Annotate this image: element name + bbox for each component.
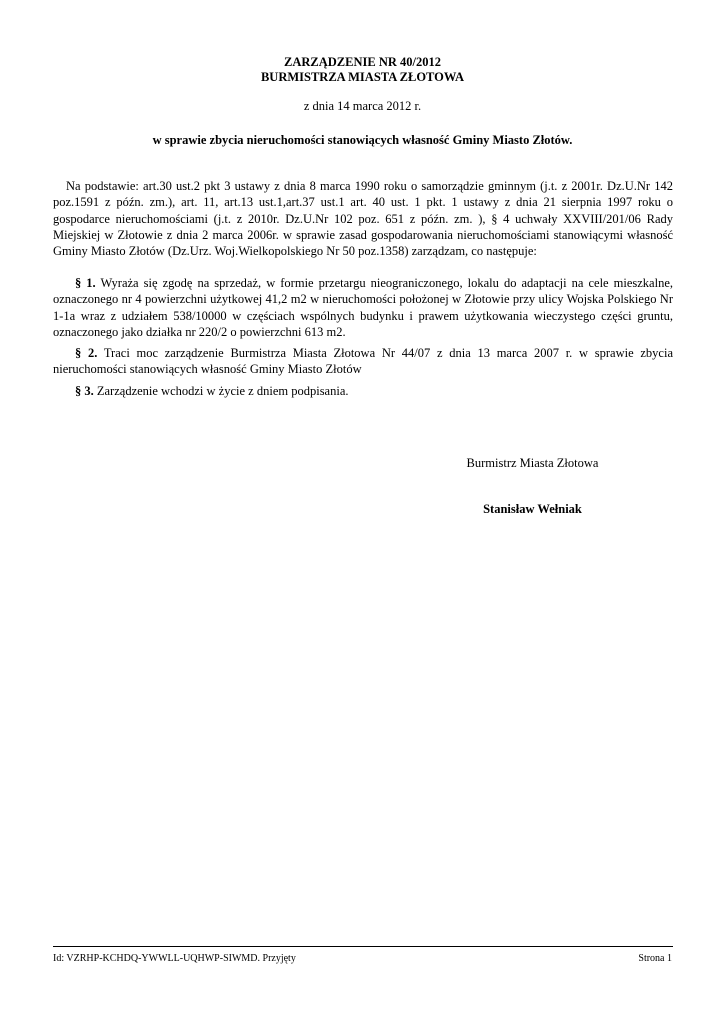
paragraph-3 (53, 383, 673, 399)
paragraph-2-number: § 2. (75, 346, 98, 360)
footer-divider (53, 946, 673, 947)
legal-basis (53, 178, 673, 259)
paragraph-2-text: Traci moc zarządzenie Burmistrza Miasta Złotowa Nr 44/07 z dnia 13 marca 2007 r. w sprawie zbycia nieruchomości stanowiących własność Gminy Miasto Złotów (53, 346, 673, 377)
legal-basis-text: Na podstawie: art.30 ust.2 pkt 3 ustawy z dnia 8 marca 1990 roku o samorządzie gminnym (j.t. z 2001r. Dz.U.Nr 142 poz.1591 z późn. zm.), art. 11, art.13 ust.1,art.37 ust.1 art. 40 ust. 1 pkt. 1 ustawy z dnia 21 sierpnia 1997 roku o gospodarce nieruchomościami (j.t. z 2010r. Dz.U.Nr 102 poz. 651 z późn. zm. ), § 4 uchwały XXVIII/201/06 Rady Miejskiej w Złotowie z dnia 2 marca 2006r. w sprawie zasad gospodarowania nieruchomościami stanowiącymi własność Gminy Miasto Złotów (Dz.Urz. Woj.Wielkopolskiego Nr 50 poz.1358) zarządzam, co następuje: (53, 179, 673, 259)
footer-document-id: Id: VZRHP-KCHDQ-YWWLL-UQHWP-SIWMD. Przyjęty (53, 953, 296, 964)
document-title-issuer: BURMISTRZA MIASTA ZŁOTOWA (260, 70, 465, 84)
paragraph-3-text: Zarządzenie wchodzi w życie z dniem podpisania. (96, 384, 349, 398)
paragraph-1 (53, 275, 673, 340)
paragraph-1-number: § 1. (75, 276, 96, 290)
signer-name: Stanisław Wełniak (483, 502, 582, 516)
document-title-number: ZARZĄDZENIE NR 40/2012 (284, 55, 441, 69)
document-subject: w sprawie zbycia nieruchomości stanowiących własność Gminy Miasto Złotów. (152, 133, 573, 147)
footer-page-number: Strona 1 (638, 953, 672, 964)
document-date: z dnia 14 marca 2012 r. (303, 99, 422, 113)
paragraph-1-text: Wyraża się zgodę na sprzedaż, w formie przetargu nieograniczonego, lokalu do adaptacji na cele mieszkalne, oznaczonego nr 4 powierzchni użytkowej 41,2 m2 w nieruchomości położonej w Złotowie przy ulicy Wojska Polskiego Nr 1-1a wraz z udziałem 538/10000 w częściach wspólnych budynku i prawem użytkowania wieczystego części gruntu, oznaczonego jako działka nr 220/2 o powierzchni 613 m2. (53, 276, 674, 339)
paragraph-2 (53, 345, 673, 378)
signer-role: Burmistrz Miasta Złotowa (466, 456, 599, 470)
paragraph-3-number: § 3. (75, 384, 94, 398)
